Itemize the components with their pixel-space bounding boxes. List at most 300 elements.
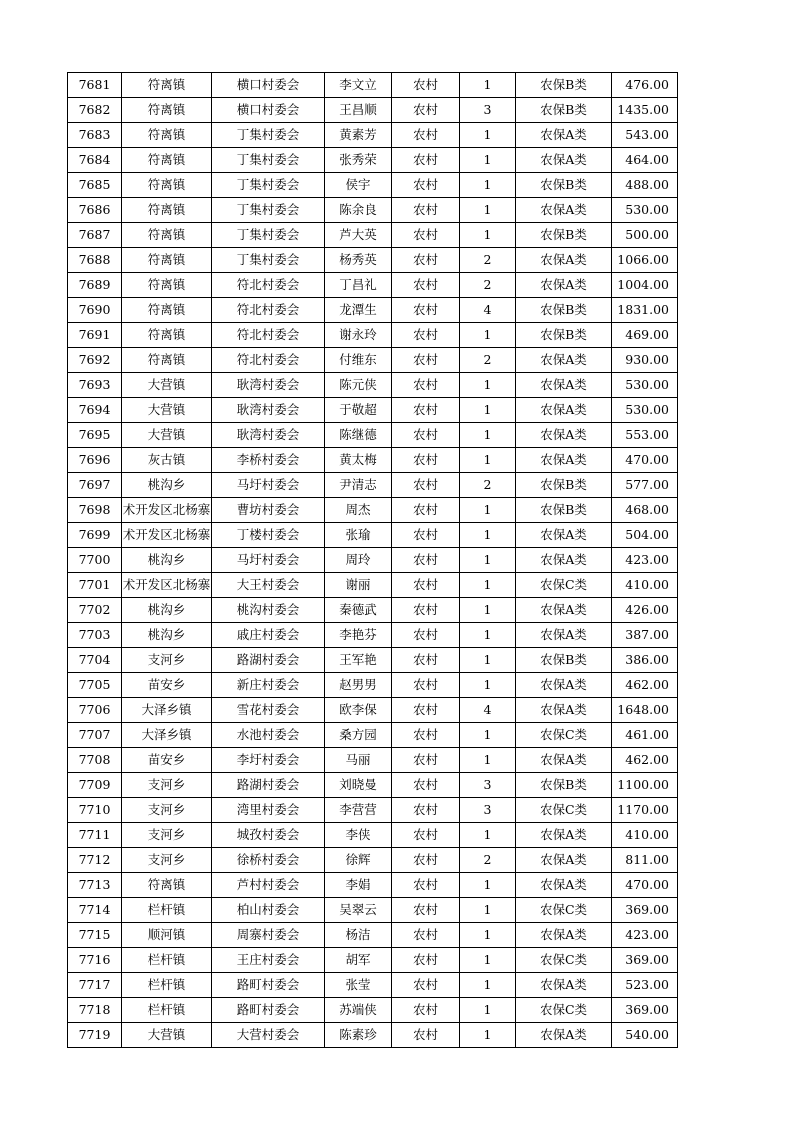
amount-cell: 504.00 <box>612 523 678 548</box>
count-cell: 1 <box>460 548 516 573</box>
village-cell: 丁集村委会 <box>212 173 325 198</box>
category-cell: 农保A类 <box>516 923 612 948</box>
count-cell: 1 <box>460 523 516 548</box>
category-cell: 农保B类 <box>516 298 612 323</box>
town-cell: 符离镇 <box>122 273 212 298</box>
count-cell: 2 <box>460 348 516 373</box>
table-row <box>68 848 678 873</box>
name-cell: 欧李保 <box>325 698 392 723</box>
count-cell: 1 <box>460 748 516 773</box>
serial-cell: 7701 <box>68 573 122 598</box>
serial-cell: 7696 <box>68 448 122 473</box>
relief-roster-table <box>67 72 678 1048</box>
area-cell: 农村 <box>392 773 460 798</box>
name-cell: 尹清志 <box>325 473 392 498</box>
area-cell: 农村 <box>392 748 460 773</box>
name-cell: 陈继德 <box>325 423 392 448</box>
category-cell: 农保B类 <box>516 473 612 498</box>
area-cell: 农村 <box>392 923 460 948</box>
table-row <box>68 798 678 823</box>
count-cell: 3 <box>460 773 516 798</box>
table-row <box>68 273 678 298</box>
count-cell: 2 <box>460 273 516 298</box>
count-cell: 1 <box>460 598 516 623</box>
town-cell: 符离镇 <box>122 873 212 898</box>
category-cell: 农保A类 <box>516 373 612 398</box>
count-cell: 2 <box>460 848 516 873</box>
town-cell: 符离镇 <box>122 198 212 223</box>
category-cell: 农保A类 <box>516 698 612 723</box>
amount-cell: 553.00 <box>612 423 678 448</box>
table-row <box>68 548 678 573</box>
amount-cell: 1066.00 <box>612 248 678 273</box>
serial-cell: 7715 <box>68 923 122 948</box>
area-cell: 农村 <box>392 473 460 498</box>
town-cell: 符离镇 <box>122 173 212 198</box>
category-cell: 农保A类 <box>516 673 612 698</box>
serial-cell: 7709 <box>68 773 122 798</box>
town-cell: 灰古镇 <box>122 448 212 473</box>
count-cell: 1 <box>460 1023 516 1048</box>
category-cell: 农保B类 <box>516 498 612 523</box>
count-cell: 1 <box>460 73 516 98</box>
category-cell: 农保A类 <box>516 448 612 473</box>
serial-cell: 7712 <box>68 848 122 873</box>
village-cell: 路湖村委会 <box>212 648 325 673</box>
area-cell: 农村 <box>392 273 460 298</box>
count-cell: 2 <box>460 473 516 498</box>
village-cell: 丁集村委会 <box>212 223 325 248</box>
village-cell: 柏山村委会 <box>212 898 325 923</box>
amount-cell: 462.00 <box>612 748 678 773</box>
village-cell: 路町村委会 <box>212 973 325 998</box>
table-row <box>68 498 678 523</box>
serial-cell: 7713 <box>68 873 122 898</box>
count-cell: 1 <box>460 923 516 948</box>
area-cell: 农村 <box>392 123 460 148</box>
count-cell: 1 <box>460 573 516 598</box>
serial-cell: 7689 <box>68 273 122 298</box>
name-cell: 李文立 <box>325 73 392 98</box>
table-row <box>68 873 678 898</box>
category-cell: 农保A类 <box>516 873 612 898</box>
amount-cell: 1648.00 <box>612 698 678 723</box>
serial-cell: 7691 <box>68 323 122 348</box>
category-cell: 农保A类 <box>516 398 612 423</box>
amount-cell: 476.00 <box>612 73 678 98</box>
area-cell: 农村 <box>392 698 460 723</box>
table-row <box>68 748 678 773</box>
category-cell: 农保A类 <box>516 623 612 648</box>
category-cell: 农保C类 <box>516 998 612 1023</box>
village-cell: 耿湾村委会 <box>212 423 325 448</box>
name-cell: 黄太梅 <box>325 448 392 473</box>
town-cell: 大营镇 <box>122 373 212 398</box>
village-cell: 耿湾村委会 <box>212 373 325 398</box>
village-cell: 李桥村委会 <box>212 448 325 473</box>
village-cell: 曹坊村委会 <box>212 498 325 523</box>
village-cell: 城孜村委会 <box>212 823 325 848</box>
area-cell: 农村 <box>392 98 460 123</box>
name-cell: 李艳芬 <box>325 623 392 648</box>
town-cell: 苗安乡 <box>122 673 212 698</box>
count-cell: 4 <box>460 298 516 323</box>
village-cell: 耿湾村委会 <box>212 398 325 423</box>
village-cell: 周寨村委会 <box>212 923 325 948</box>
village-cell: 丁集村委会 <box>212 148 325 173</box>
town-cell: 桃沟乡 <box>122 473 212 498</box>
count-cell: 3 <box>460 98 516 123</box>
village-cell: 新庄村委会 <box>212 673 325 698</box>
category-cell: 农保B类 <box>516 173 612 198</box>
area-cell: 农村 <box>392 373 460 398</box>
area-cell: 农村 <box>392 898 460 923</box>
count-cell: 1 <box>460 373 516 398</box>
name-cell: 于敬超 <box>325 398 392 423</box>
count-cell: 1 <box>460 323 516 348</box>
area-cell: 农村 <box>392 648 460 673</box>
name-cell: 丁昌礼 <box>325 273 392 298</box>
table-row <box>68 423 678 448</box>
village-cell: 大王村委会 <box>212 573 325 598</box>
town-cell: 栏杆镇 <box>122 948 212 973</box>
amount-cell: 530.00 <box>612 198 678 223</box>
town-cell: 栏杆镇 <box>122 898 212 923</box>
category-cell: 农保C类 <box>516 948 612 973</box>
town-cell: 大营镇 <box>122 1023 212 1048</box>
area-cell: 农村 <box>392 423 460 448</box>
category-cell: 农保B类 <box>516 223 612 248</box>
area-cell: 农村 <box>392 223 460 248</box>
village-cell: 丁楼村委会 <box>212 523 325 548</box>
town-cell: 桃沟乡 <box>122 548 212 573</box>
serial-cell: 7695 <box>68 423 122 448</box>
serial-cell: 7687 <box>68 223 122 248</box>
amount-cell: 930.00 <box>612 348 678 373</box>
area-cell: 农村 <box>392 448 460 473</box>
serial-cell: 7708 <box>68 748 122 773</box>
amount-cell: 426.00 <box>612 598 678 623</box>
amount-cell: 423.00 <box>612 548 678 573</box>
town-cell: 支河乡 <box>122 823 212 848</box>
table-row <box>68 198 678 223</box>
area-cell: 农村 <box>392 723 460 748</box>
table-row <box>68 948 678 973</box>
name-cell: 张瑜 <box>325 523 392 548</box>
table-row <box>68 373 678 398</box>
amount-cell: 469.00 <box>612 323 678 348</box>
name-cell: 马丽 <box>325 748 392 773</box>
serial-cell: 7685 <box>68 173 122 198</box>
area-cell: 农村 <box>392 573 460 598</box>
amount-cell: 1170.00 <box>612 798 678 823</box>
name-cell: 徐辉 <box>325 848 392 873</box>
table-row <box>68 973 678 998</box>
amount-cell: 387.00 <box>612 623 678 648</box>
amount-cell: 811.00 <box>612 848 678 873</box>
serial-cell: 7705 <box>68 673 122 698</box>
amount-cell: 468.00 <box>612 498 678 523</box>
town-cell: 符离镇 <box>122 323 212 348</box>
count-cell: 1 <box>460 198 516 223</box>
table-row <box>68 123 678 148</box>
category-cell: 农保A类 <box>516 548 612 573</box>
table-row <box>68 773 678 798</box>
village-cell: 符北村委会 <box>212 273 325 298</box>
amount-cell: 488.00 <box>612 173 678 198</box>
village-cell: 水池村委会 <box>212 723 325 748</box>
village-cell: 马圩村委会 <box>212 473 325 498</box>
table-row <box>68 598 678 623</box>
amount-cell: 423.00 <box>612 923 678 948</box>
village-cell: 符北村委会 <box>212 298 325 323</box>
amount-cell: 470.00 <box>612 448 678 473</box>
town-cell: 术开发区北杨寨 <box>122 573 212 598</box>
category-cell: 农保C类 <box>516 573 612 598</box>
name-cell: 桑方园 <box>325 723 392 748</box>
serial-cell: 7704 <box>68 648 122 673</box>
serial-cell: 7684 <box>68 148 122 173</box>
village-cell: 大营村委会 <box>212 1023 325 1048</box>
table-row <box>68 223 678 248</box>
table-row <box>68 98 678 123</box>
serial-cell: 7693 <box>68 373 122 398</box>
village-cell: 符北村委会 <box>212 348 325 373</box>
category-cell: 农保A类 <box>516 598 612 623</box>
village-cell: 符北村委会 <box>212 323 325 348</box>
name-cell: 刘晓曼 <box>325 773 392 798</box>
name-cell: 张莹 <box>325 973 392 998</box>
amount-cell: 462.00 <box>612 673 678 698</box>
name-cell: 龙潭生 <box>325 298 392 323</box>
amount-cell: 577.00 <box>612 473 678 498</box>
town-cell: 符离镇 <box>122 73 212 98</box>
area-cell: 农村 <box>392 598 460 623</box>
town-cell: 符离镇 <box>122 98 212 123</box>
count-cell: 1 <box>460 148 516 173</box>
name-cell: 李娟 <box>325 873 392 898</box>
table-row <box>68 623 678 648</box>
village-cell: 桃沟村委会 <box>212 598 325 623</box>
name-cell: 黄素芳 <box>325 123 392 148</box>
serial-cell: 7718 <box>68 998 122 1023</box>
table-row <box>68 348 678 373</box>
village-cell: 路町村委会 <box>212 998 325 1023</box>
category-cell: 农保C类 <box>516 723 612 748</box>
area-cell: 农村 <box>392 948 460 973</box>
table-row <box>68 473 678 498</box>
count-cell: 2 <box>460 248 516 273</box>
category-cell: 农保A类 <box>516 423 612 448</box>
amount-cell: 461.00 <box>612 723 678 748</box>
count-cell: 1 <box>460 448 516 473</box>
count-cell: 1 <box>460 723 516 748</box>
area-cell: 农村 <box>392 173 460 198</box>
name-cell: 谢丽 <box>325 573 392 598</box>
town-cell: 符离镇 <box>122 348 212 373</box>
amount-cell: 500.00 <box>612 223 678 248</box>
table-row <box>68 398 678 423</box>
count-cell: 1 <box>460 123 516 148</box>
village-cell: 李圩村委会 <box>212 748 325 773</box>
area-cell: 农村 <box>392 848 460 873</box>
name-cell: 陈素珍 <box>325 1023 392 1048</box>
category-cell: 农保A类 <box>516 348 612 373</box>
category-cell: 农保A类 <box>516 123 612 148</box>
table-row <box>68 723 678 748</box>
serial-cell: 7683 <box>68 123 122 148</box>
village-cell: 丁集村委会 <box>212 248 325 273</box>
name-cell: 苏端侠 <box>325 998 392 1023</box>
area-cell: 农村 <box>392 973 460 998</box>
village-cell: 芦村村委会 <box>212 873 325 898</box>
name-cell: 李营营 <box>325 798 392 823</box>
serial-cell: 7711 <box>68 823 122 848</box>
area-cell: 农村 <box>392 323 460 348</box>
town-cell: 大营镇 <box>122 423 212 448</box>
village-cell: 丁集村委会 <box>212 198 325 223</box>
count-cell: 1 <box>460 898 516 923</box>
area-cell: 农村 <box>392 348 460 373</box>
village-cell: 徐桥村委会 <box>212 848 325 873</box>
count-cell: 1 <box>460 998 516 1023</box>
count-cell: 1 <box>460 948 516 973</box>
name-cell: 张秀荣 <box>325 148 392 173</box>
serial-cell: 7699 <box>68 523 122 548</box>
area-cell: 农村 <box>392 498 460 523</box>
serial-cell: 7700 <box>68 548 122 573</box>
table-row <box>68 698 678 723</box>
area-cell: 农村 <box>392 548 460 573</box>
serial-cell: 7698 <box>68 498 122 523</box>
amount-cell: 369.00 <box>612 998 678 1023</box>
serial-cell: 7716 <box>68 948 122 973</box>
name-cell: 周玲 <box>325 548 392 573</box>
village-cell: 横口村委会 <box>212 73 325 98</box>
area-cell: 农村 <box>392 998 460 1023</box>
area-cell: 农村 <box>392 298 460 323</box>
count-cell: 1 <box>460 223 516 248</box>
town-cell: 顺河镇 <box>122 923 212 948</box>
name-cell: 芦大英 <box>325 223 392 248</box>
amount-cell: 543.00 <box>612 123 678 148</box>
amount-cell: 369.00 <box>612 898 678 923</box>
count-cell: 1 <box>460 498 516 523</box>
area-cell: 农村 <box>392 873 460 898</box>
count-cell: 1 <box>460 398 516 423</box>
town-cell: 支河乡 <box>122 648 212 673</box>
name-cell: 陈余良 <box>325 198 392 223</box>
town-cell: 支河乡 <box>122 773 212 798</box>
table-row <box>68 448 678 473</box>
count-cell: 1 <box>460 823 516 848</box>
area-cell: 农村 <box>392 1023 460 1048</box>
village-cell: 雪花村委会 <box>212 698 325 723</box>
category-cell: 农保A类 <box>516 523 612 548</box>
amount-cell: 1435.00 <box>612 98 678 123</box>
area-cell: 农村 <box>392 798 460 823</box>
amount-cell: 386.00 <box>612 648 678 673</box>
category-cell: 农保B类 <box>516 98 612 123</box>
amount-cell: 530.00 <box>612 398 678 423</box>
serial-cell: 7717 <box>68 973 122 998</box>
amount-cell: 1100.00 <box>612 773 678 798</box>
category-cell: 农保A类 <box>516 248 612 273</box>
area-cell: 农村 <box>392 673 460 698</box>
category-cell: 农保A类 <box>516 273 612 298</box>
table-row <box>68 673 678 698</box>
town-cell: 桃沟乡 <box>122 623 212 648</box>
town-cell: 栏杆镇 <box>122 998 212 1023</box>
serial-cell: 7719 <box>68 1023 122 1048</box>
category-cell: 农保A类 <box>516 1023 612 1048</box>
town-cell: 大营镇 <box>122 398 212 423</box>
town-cell: 苗安乡 <box>122 748 212 773</box>
name-cell: 侯宇 <box>325 173 392 198</box>
category-cell: 农保A类 <box>516 198 612 223</box>
name-cell: 秦德武 <box>325 598 392 623</box>
name-cell: 谢永玲 <box>325 323 392 348</box>
town-cell: 符离镇 <box>122 298 212 323</box>
amount-cell: 470.00 <box>612 873 678 898</box>
table-row <box>68 523 678 548</box>
count-cell: 1 <box>460 423 516 448</box>
table-row <box>68 173 678 198</box>
village-cell: 湾里村委会 <box>212 798 325 823</box>
count-cell: 1 <box>460 623 516 648</box>
category-cell: 农保A类 <box>516 823 612 848</box>
area-cell: 农村 <box>392 248 460 273</box>
category-cell: 农保A类 <box>516 848 612 873</box>
area-cell: 农村 <box>392 398 460 423</box>
village-cell: 戚庄村委会 <box>212 623 325 648</box>
town-cell: 栏杆镇 <box>122 973 212 998</box>
serial-cell: 7694 <box>68 398 122 423</box>
serial-cell: 7692 <box>68 348 122 373</box>
name-cell: 胡军 <box>325 948 392 973</box>
serial-cell: 7702 <box>68 598 122 623</box>
serial-cell: 7703 <box>68 623 122 648</box>
count-cell: 3 <box>460 798 516 823</box>
town-cell: 支河乡 <box>122 848 212 873</box>
town-cell: 桃沟乡 <box>122 598 212 623</box>
count-cell: 4 <box>460 698 516 723</box>
category-cell: 农保B类 <box>516 73 612 98</box>
area-cell: 农村 <box>392 623 460 648</box>
town-cell: 术开发区北杨寨 <box>122 523 212 548</box>
table-row <box>68 148 678 173</box>
category-cell: 农保A类 <box>516 148 612 173</box>
amount-cell: 410.00 <box>612 823 678 848</box>
serial-cell: 7697 <box>68 473 122 498</box>
count-cell: 1 <box>460 173 516 198</box>
category-cell: 农保C类 <box>516 898 612 923</box>
village-cell: 横口村委会 <box>212 98 325 123</box>
table-row <box>68 573 678 598</box>
town-cell: 符离镇 <box>122 248 212 273</box>
amount-cell: 540.00 <box>612 1023 678 1048</box>
category-cell: 农保A类 <box>516 748 612 773</box>
town-cell: 符离镇 <box>122 123 212 148</box>
serial-cell: 7682 <box>68 98 122 123</box>
table-row <box>68 73 678 98</box>
table-row <box>68 823 678 848</box>
serial-cell: 7690 <box>68 298 122 323</box>
count-cell: 1 <box>460 648 516 673</box>
serial-cell: 7681 <box>68 73 122 98</box>
name-cell: 吴翠云 <box>325 898 392 923</box>
amount-cell: 369.00 <box>612 948 678 973</box>
